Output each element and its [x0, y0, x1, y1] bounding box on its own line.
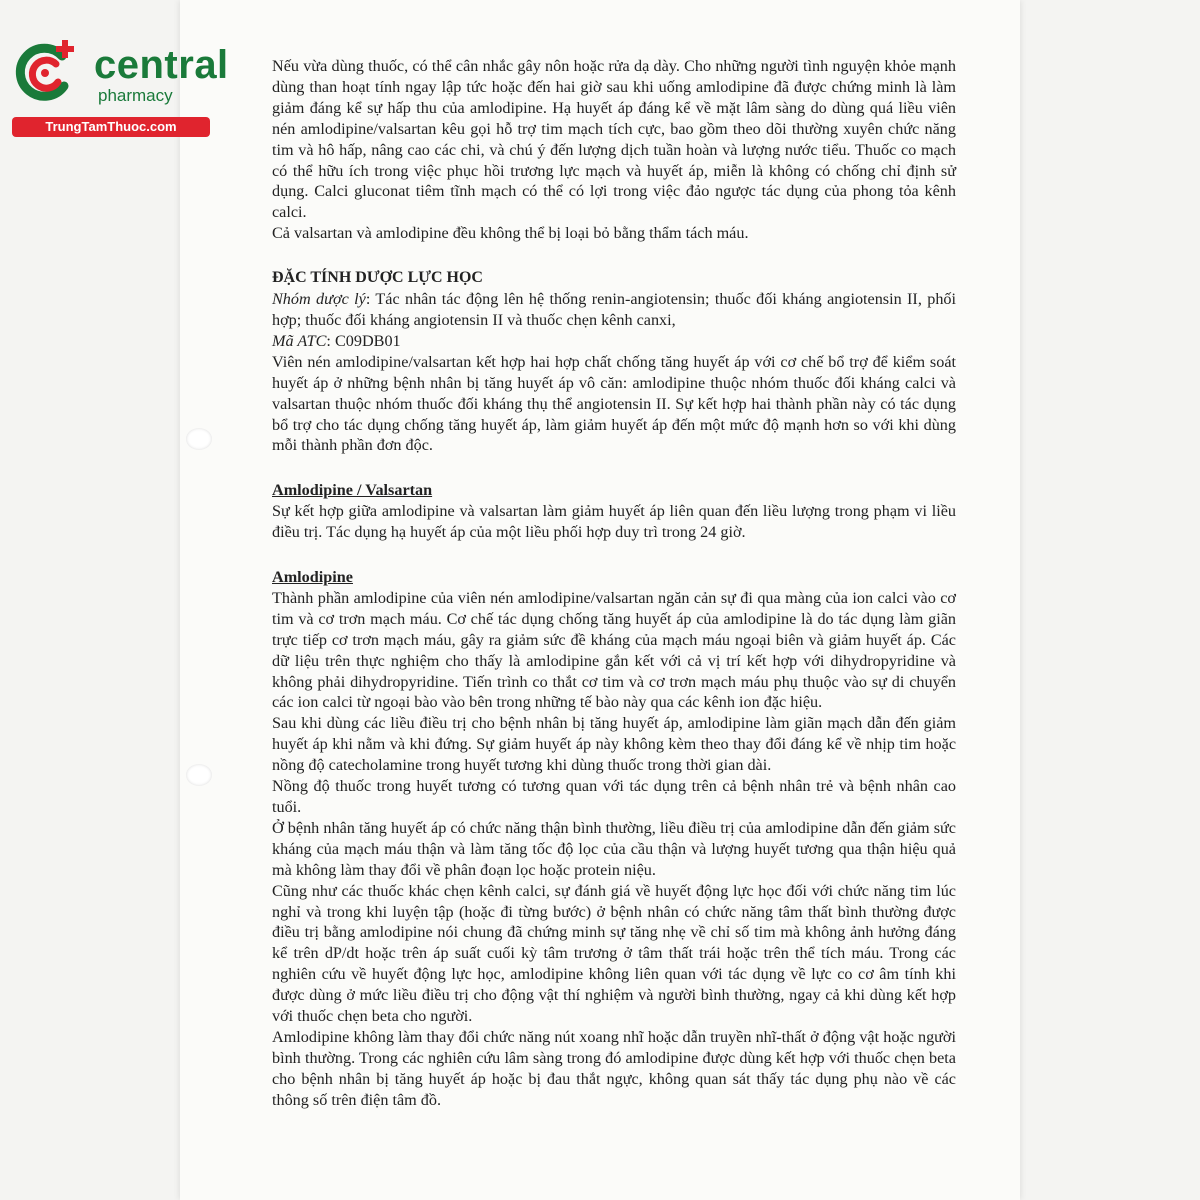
- atc-value: : C09DB01: [326, 331, 401, 350]
- group-label: Nhóm dược lý: [272, 290, 366, 309]
- atc-code: [272, 331, 956, 352]
- combo-text: Sự kết hợp giữa amlodipine và valsartan làm giảm huyết áp liên quan đến liều lượng trong phạm vi liều điều trị. Tác dụng hạ huyết áp của một liều phối hợp duy trì trong 24 giờ.: [272, 502, 956, 542]
- amlodipine-paragraph: Sau khi dùng các liều điều trị cho bệnh nhân bị tăng huyết áp, amlodipine làm giãn mạch dẫn đến giảm huyết áp khi nằm và khi đứng. Sự giảm huyết áp này không kèm theo thay đổi đáng kể về nhịp tim hoặc nồng độ catecholamine trong huyết tương khi dùng thuốc trong thời gian dài.: [272, 714, 956, 775]
- brand-subtitle: pharmacy: [98, 86, 173, 105]
- punch-hole: [186, 428, 212, 450]
- amlodipine-paragraph: Nồng độ thuốc trong huyết tương có tương quan với tác dụng trên cả bệnh nhân trẻ và bệnh nhân cao tuổi.: [272, 777, 956, 816]
- amlodipine-paragraph: Thành phần amlodipine của viên nén amlodipine/valsartan ngăn cản sự đi qua màng của ion calci vào cơ tim và cơ trơn mạch máu. Cơ chế tác dụng chống tăng huyết áp của amlodipine là do tác dụng làm giãn trực tiếp cơ trơn mạch máu, gây ra giảm sức đề kháng của mạch máu ngoại biên và giảm huyết áp. Các dữ liệu trên thực nghiệm cho thấy là amlodipine gắn kết với cả vị trí kết hợp với dihydropyridine và không phải dihydropyridine. Tiến trình co thắt cơ tim và cơ trơn mạch máu phụ thuộc vào sự di chuyển các ion calci từ ngoại bào vào bên trong những tế bào này qua các kênh ion đặc hiệu.: [272, 588, 956, 712]
- amlodipine-paragraph: Ở bệnh nhân tăng huyết áp có chức năng thận bình thường, liều điều trị của amlodipine dẫn đến giảm sức kháng của mạch máu thận và làm tăng tốc độ lọc của cầu thận và lượng huyết tương qua thận hiệu quả mà không làm thay đổi về phân đoạn lọc hoặc protein niệu.: [272, 818, 956, 879]
- pharmacodynamics-heading: ĐẶC TÍNH DƯỢC LỰC HỌC: [272, 269, 483, 287]
- amlodipine-paragraph: Amlodipine không làm thay đổi chức năng nút xoang nhĩ hoặc dẫn truyền nhĩ-thất ở động vật hoặc người bình thường. Trong các nghiên cứu lâm sàng trong đó amlodipine được dùng kết hợp với thuốc chẹn beta cho bệnh nhân bị tăng huyết áp hoặc bị đau thắt ngực, không quan sát thấy tác dụng phụ nào về các thông số trên điện tâm đồ.: [272, 1027, 956, 1109]
- dialysis-note: Cả valsartan và amlodipine đều không thể bị loại bỏ bằng thẩm tách máu.: [272, 224, 749, 243]
- punch-hole: [186, 764, 212, 786]
- document-text: [272, 56, 956, 1111]
- amlodipine-paragraph: Cũng như các thuốc khác chẹn kênh calci, sự đánh giá về huyết động lực học đối với chức năng tim lúc nghỉ và trong khi luyện tập (hoặc đi từng bước) ở bệnh nhân có chức năng tâm thất bình thường được điều trị bằng amlodipine nói chung đã chứng minh sự tăng nhẹ về chỉ số tim mà không ảnh hưởng đáng kể trên dP/dt hoặc trên áp suất cuối kỳ tâm trương ở tâm thất trái hoặc trên thể tích máu. Trong các nghiên cứu về huyết động lực học, amlodipine không liên quan với tác dụng về lực co cơ âm tính khi được dùng ở mức liều điều trị cho động vật thí nghiệm và người bình thường, ngay cả khi dùng kết hợp với thuốc chẹn beta cho người.: [272, 881, 956, 1026]
- pharmacodynamics-description: Viên nén amlodipine/valsartan kết hợp hai hợp chất chống tăng huyết áp với cơ chế bổ trợ để kiểm soát huyết áp ở những bệnh nhân bị tăng huyết áp vô căn: amlodipine thuộc nhóm thuốc đối kháng calci và valsartan thuộc nhóm thuốc đối kháng thụ thể angiotensin II. Sự kết hợp hai thành phần này có tác dụng bổ trợ cho tác dụng chống tăng huyết áp, làm giảm huyết áp đến một mức độ mạnh hơn so với khi dùng mỗi thành phần đơn độc.: [272, 352, 956, 455]
- website-banner[interactable]: TrungTamThuoc.com: [12, 117, 210, 137]
- overdose-paragraph: Nếu vừa dùng thuốc, có thể cân nhắc gây nôn hoặc rửa dạ dày. Cho những người tình nguyện khỏe mạnh dùng than hoạt tính ngay lập tức hoặc đến hai giờ sau khi uống amlodipine đã được chứng minh là làm giảm đáng kể sự hấp thu của amlodipine. Hạ huyết áp đáng kể về mặt lâm sàng do dùng quá liều viên nén amlodipine/valsartan kêu gọi hỗ trợ tim mạch tích cực, bao gồm theo dõi thường xuyên chức năng tim và hô hấp, nâng cao các chi, và chú ý đến lượng dịch tuần hoàn và lượng nước tiểu. Thuốc co mạch có thể hữu ích trong việc phục hồi trương lực mạch và huyết áp, miễn là không có chống chỉ định sử dụng. Calci gluconat tiêm tĩnh mạch có thể có lợi trong việc đảo ngược tác dụng của phong tỏa kênh calci.: [272, 57, 956, 222]
- pharmacologic-group: [272, 289, 956, 331]
- atc-label: Mã ATC: [272, 331, 327, 350]
- group-text: : Tác nhân tác động lên hệ thống renin-angiotensin; thuốc đối kháng angiotensin II, phối hợp; thuốc đối kháng angiotensin II và thuốc chẹn kênh canxi,: [272, 290, 956, 329]
- central-pharmacy-logo-icon: [12, 38, 82, 108]
- amlodipine-heading: Amlodipine: [272, 568, 353, 587]
- combo-heading: Amlodipine / Valsartan: [272, 481, 433, 500]
- brand-name: central: [94, 43, 229, 87]
